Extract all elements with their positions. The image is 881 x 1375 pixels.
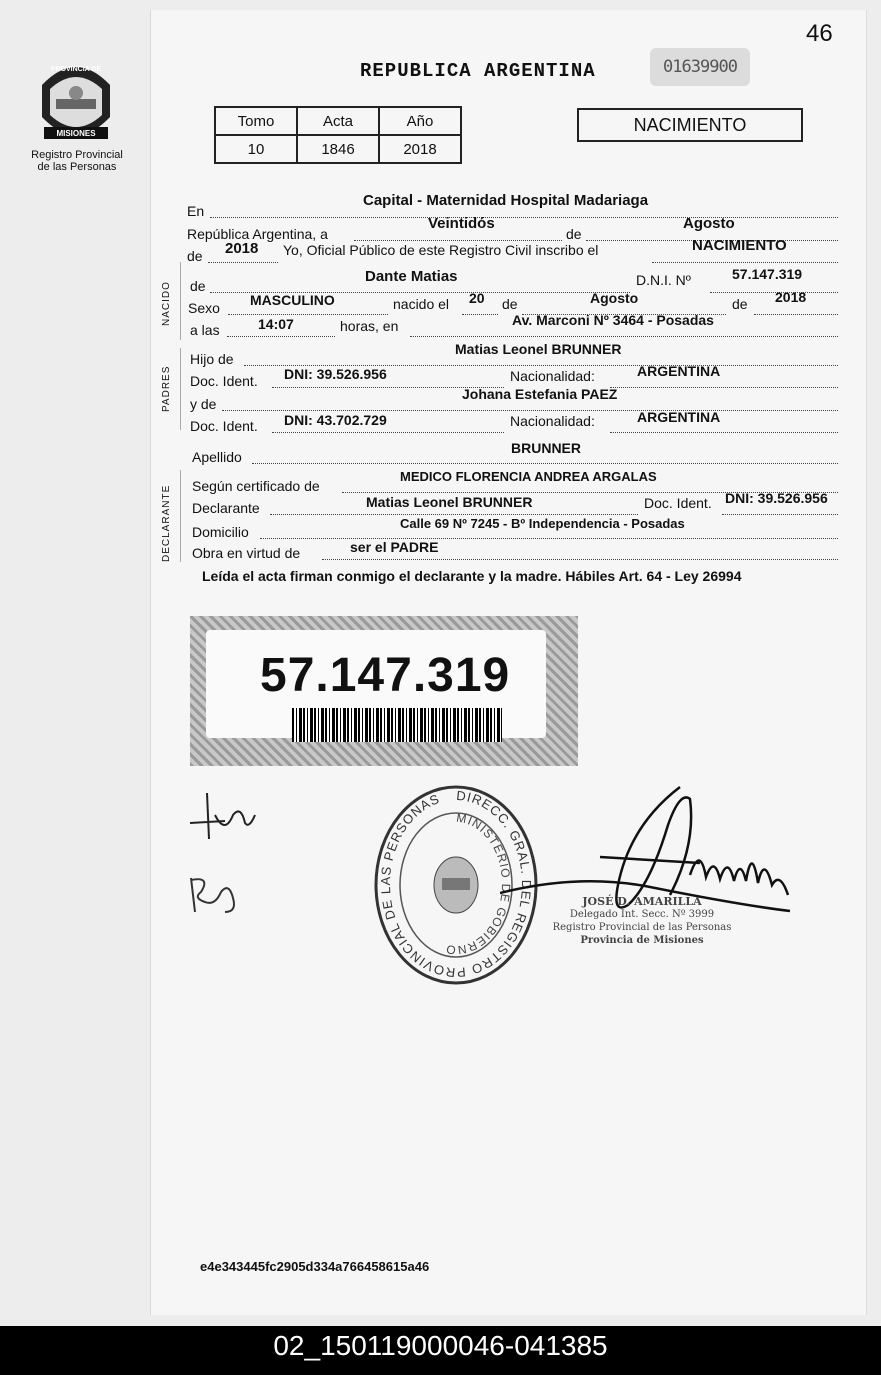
official-registry: Registro Provincial de las Personas: [552, 922, 732, 933]
header-tomo: Tomo: [215, 107, 297, 135]
header-acta: Acta: [297, 107, 379, 135]
header-anio: Año: [379, 107, 461, 135]
birth-month-value: Agosto: [590, 290, 639, 306]
table-value-row: [215, 135, 461, 163]
nacido-de-label: de: [190, 278, 206, 294]
page-number: 46: [806, 20, 833, 47]
father-nat-value: ARGENTINA: [637, 363, 721, 379]
sexo-label: Sexo: [188, 300, 220, 316]
oficial-text: Yo, Oficial Público de este Registro Civil inscribo el: [283, 242, 599, 258]
act-type-box: NACIMIENTO: [577, 108, 803, 142]
value-acta: 1846: [297, 135, 379, 163]
declarante-divider: [180, 470, 181, 562]
padres-section-label: PADRES: [161, 365, 172, 412]
inscribo-value: NACIMIENTO: [692, 237, 787, 254]
registry-caption-line1: Registro Provincial: [31, 149, 123, 161]
republica-label: República Argentina, a: [187, 226, 328, 242]
yde-label: y de: [190, 396, 217, 412]
mother-nat-label: Nacionalidad:: [510, 413, 595, 429]
value-tomo: 10: [215, 135, 297, 163]
emblem-top-text: PROVINCIA DE: [50, 66, 102, 73]
apellido-value: BRUNNER: [511, 440, 581, 456]
en-label: En: [187, 203, 205, 219]
domicilio-label: Domicilio: [192, 524, 249, 540]
handwritten-initials-2: [185, 868, 245, 918]
declarante-value: Matias Leonel BRUNNER: [366, 494, 533, 510]
dni-label: D.N.I. Nº: [636, 272, 691, 288]
mother-doc-label: Doc. Ident.: [190, 418, 258, 434]
segun-label: Según certificado de: [192, 478, 320, 494]
father-name-value: Matias Leonel BRUNNER: [455, 341, 622, 357]
official-province: Provincia de Misiones: [580, 935, 704, 946]
obra-label: Obra en virtud de: [192, 545, 301, 561]
dni-number-sticker: [190, 616, 578, 766]
value-anio: 2018: [379, 135, 461, 163]
en-value: Capital - Maternidad Hospital Madariaga: [363, 192, 649, 209]
hijo-label: Hijo de: [190, 351, 234, 367]
document-hash: e4e343445fc2905d334a766458615a46: [200, 1259, 430, 1274]
table-header-row: [215, 107, 461, 135]
horas-label: horas, en: [340, 318, 399, 334]
document-title: REPUBLICA ARGENTINA: [360, 60, 596, 82]
child-dni-value: 57.147.319: [732, 266, 803, 282]
serial-number: 01639900: [650, 48, 750, 86]
dni-sticker-number: 57.147.319: [260, 649, 511, 702]
declarante-doc-value: DNI: 39.526.956: [725, 490, 828, 506]
intro-de2-label: de: [187, 248, 203, 264]
tomo-acta-table: [214, 106, 462, 164]
father-doc-value: DNI: 39.526.956: [284, 366, 387, 382]
declarante-doc-label: Doc. Ident.: [644, 495, 712, 511]
official-name: JOSÉ D. AMARILLA: [582, 895, 702, 908]
obra-value: ser el PADRE: [350, 539, 439, 555]
intro-month-value: Agosto: [683, 215, 735, 232]
sexo-value: MASCULINO: [250, 292, 335, 308]
nacido-section-label: NACIDO: [161, 281, 172, 326]
birth-time-value: 14:07: [258, 316, 294, 332]
father-doc-label: Doc. Ident.: [190, 373, 258, 389]
birth-year-value: 2018: [775, 289, 807, 305]
dni-sticker-inner: [206, 630, 546, 738]
barcode-icon: [292, 708, 502, 742]
nacido-el-label: nacido el: [393, 296, 450, 312]
mother-name-value: Johana Estefania PAEZ: [462, 386, 618, 402]
birth-day-value: 20: [469, 290, 485, 306]
declarante-section-label: DECLARANTE: [161, 484, 172, 562]
birth-de2-label: de: [732, 296, 748, 312]
registry-caption: [22, 149, 132, 173]
apellido-label: Apellido: [192, 449, 242, 465]
intro-day-value: Veintidós: [428, 215, 495, 232]
birth-de-label: de: [502, 296, 518, 312]
child-name-value: Dante Matias: [365, 268, 458, 285]
domicilio-value: Calle 69 Nº 7245 - Bº Independencia - Posadas: [400, 516, 685, 531]
padres-divider: [180, 348, 181, 430]
seal-inner-text: MINISTERIO DE GOBIERNO: [444, 810, 514, 958]
registry-caption-line2: de las Personas: [37, 161, 117, 173]
official-title: Delegado Int. Secc. Nº 3999: [569, 909, 715, 920]
intro-year-value: 2018: [225, 240, 259, 257]
emblem-bottom-text: MISIONES: [56, 129, 96, 138]
father-nat-label: Nacionalidad:: [510, 368, 595, 384]
segun-value: MEDICO FLORENCIA ANDREA ARGALAS: [400, 469, 657, 484]
handwritten-initials-1: [185, 785, 265, 845]
nacido-divider: [180, 262, 181, 340]
mother-nat-value: ARGENTINA: [637, 409, 721, 425]
alas-label: a las: [190, 322, 220, 338]
official-stamp: [542, 895, 742, 947]
footer-code: 02_150119000046-041385: [0, 1326, 881, 1375]
intro-de-label: de: [566, 226, 582, 242]
seal-ring-text: DIRECC. GRAL. DEL REGISTRO PROVINCIAL DE LAS PERSONAS: [377, 787, 534, 981]
mother-doc-value: DNI: 43.702.729: [284, 412, 387, 428]
province-emblem-icon: [34, 55, 118, 147]
declarante-label: Declarante: [192, 500, 260, 516]
closing-note: Leída el acta firman conmigo el declarante y la madre. Hábiles Art. 64 - Ley 26994: [202, 568, 742, 584]
birth-place-value: Av. Marconi Nº 3464 - Posadas: [512, 312, 714, 328]
